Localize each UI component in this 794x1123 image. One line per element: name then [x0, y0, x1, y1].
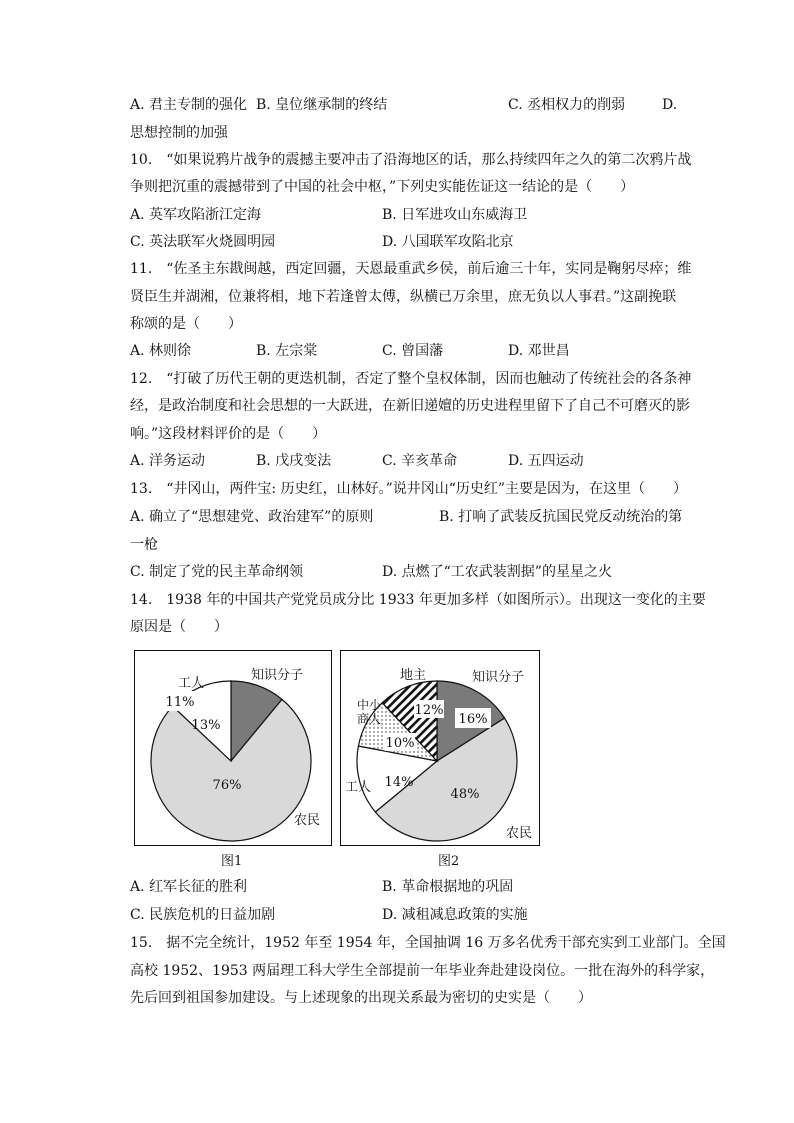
q15-stem-line2: 高校 1952、1953 两届理工科大学生全部提前一年毕业奔赴建设岗位。一批在海外的科学家，: [130, 963, 715, 979]
pie2-value-label-1: 16%: [458, 712, 488, 727]
q12-option-a: A. 洋务运动: [130, 453, 206, 469]
pie1-category-label-2: 农民: [293, 813, 321, 828]
q13-stem-line1: 13. “井冈山，两件宝: 历史红，山林好。”说井冈山“历史红”主要是因为，在这里（ ）: [130, 481, 688, 497]
q11-stem-line3: 称颂的是（ ）: [130, 316, 242, 332]
q14-option-a: A. 红军长征的胜利: [130, 879, 248, 895]
q13-option-b: B. 打响了武装反抗国民党反动统治的第: [439, 509, 683, 525]
pie-chart-2-caption: 图2: [438, 854, 460, 869]
pie-chart-1-caption: 图1: [221, 854, 243, 869]
q9-option-a: A. 君主专制的强化: [130, 97, 248, 113]
pie2-category-label-4-b: 商人: [356, 712, 382, 726]
q11-option-a: A. 林则徐: [130, 343, 192, 359]
q9-option-d-continued: 思想控制的加强: [130, 125, 228, 141]
q10-option-b: B. 日军进攻山东威海卫: [382, 207, 528, 223]
pie2-value-label-3: 14%: [384, 775, 414, 790]
q14-stem-line2: 原因是（ ）: [130, 619, 228, 635]
pie2-category-label-5: 地主: [399, 668, 427, 683]
q11-option-d: D. 邓世昌: [508, 343, 570, 359]
pie2-category-label-2: 农民: [505, 826, 533, 841]
pie1-category-label-3: 工人: [177, 676, 205, 691]
q9-option-c: C. 丞相权力的削弱: [508, 97, 626, 113]
q13-option-b-continued: 一枪: [130, 537, 158, 553]
pie2-value-label-4: 10%: [385, 736, 415, 751]
q11-stem-line1: 11. “佐圣主东戡闽越，西定回疆，天恩最重武乡侯，前后逾三十年，实同是鞠躬尽瘁；维: [130, 261, 692, 277]
q12-option-c: C. 辛亥革命: [382, 453, 458, 469]
q11-option-b: B. 左宗棠: [256, 343, 318, 359]
q9-option-d: D.: [662, 97, 678, 113]
q13-option-c: C. 制定了党的民主革命纲领: [130, 564, 304, 580]
pie1-value-label-3: 13%: [191, 718, 221, 733]
pie1-value-label-2: 76%: [212, 778, 242, 793]
q14-stem-line1: 14. 1938 年的中国共产党党员成分比 1933 年更加多样（如图所示）。出现这一变化的主要: [130, 592, 706, 608]
q12-option-b: B. 戊戌变法: [256, 453, 332, 469]
pie2-value-label-5: 12%: [414, 703, 444, 718]
q10-option-c: C. 英法联军火烧圆明园: [130, 234, 276, 250]
q10-stem-line2: 争则把沉重的震撼带到了中国的社会中枢，”下列史实能佐证这一结论的是（ ）: [130, 179, 635, 195]
pie2-category-label-3: 工人: [344, 780, 372, 795]
q11-option-c: C. 曾国藩: [382, 343, 444, 359]
pie2-value-label-2: 48%: [450, 787, 480, 802]
pie2-category-label-4-a: 中小: [356, 698, 382, 712]
pie-chart-1: [135, 651, 331, 845]
q10-option-a: A. 英军攻陷浙江定海: [130, 207, 262, 223]
pie-chart-2-frame: [340, 650, 540, 846]
q9-option-b: B. 皇位继承制的终结: [256, 97, 388, 113]
q14-option-d: D. 减租减息政策的实施: [382, 907, 528, 923]
pie-chart-1-frame: [134, 650, 332, 846]
pie-chart-2: [341, 651, 539, 845]
q15-stem-line1: 15. 据不完全统计，1952 年至 1954 年，全国抽调 16 万多名优秀干部充实到工业部门。全国: [130, 935, 726, 951]
pie1-category-label-1: 知识分子: [250, 668, 304, 683]
q14-option-b: B. 革命根据地的巩固: [382, 879, 514, 895]
q12-option-d: D. 五四运动: [508, 453, 584, 469]
q15-stem-line3: 先后回到祖国参加建设。与上述现象的出现关系最为密切的史实是（ ）: [130, 990, 592, 1006]
q12-stem-line2: 经，是政治制度和社会思想的一大跃进，在新旧递嬗的历史进程里留下了自己不可磨灭的影: [130, 398, 690, 414]
q14-option-c: C. 民族危机的日益加剧: [130, 907, 276, 923]
q10-stem-line1: 10. “如果说鸦片战争的震撼主要冲击了沿海地区的话，那么持续四年之久的第二次鸦片战: [130, 152, 692, 168]
q11-stem-line2: 贤臣生并湖湘，位兼将相，地下若逢曾太傅，纵横已万余里，庶无负以人事君。”这副挽联: [130, 289, 677, 305]
q12-stem-line3: 响。”这段材料评价的是（ ）: [130, 426, 327, 442]
pie2-category-label-1: 知识分子: [471, 670, 525, 685]
q10-option-d: D. 八国联军攻陷北京: [382, 234, 514, 250]
q13-option-a: A. 确立了“思想建党、政治建军”的原则: [130, 509, 374, 525]
pie1-value-label-1: 11%: [165, 695, 195, 710]
q13-option-d: D. 点燃了“工农武装割据”的星星之火: [382, 564, 612, 580]
q12-stem-line1: 12. “打破了历代王朝的更迭机制，否定了整个皇权体制，因而也触动了传统社会的各条神: [130, 371, 692, 387]
